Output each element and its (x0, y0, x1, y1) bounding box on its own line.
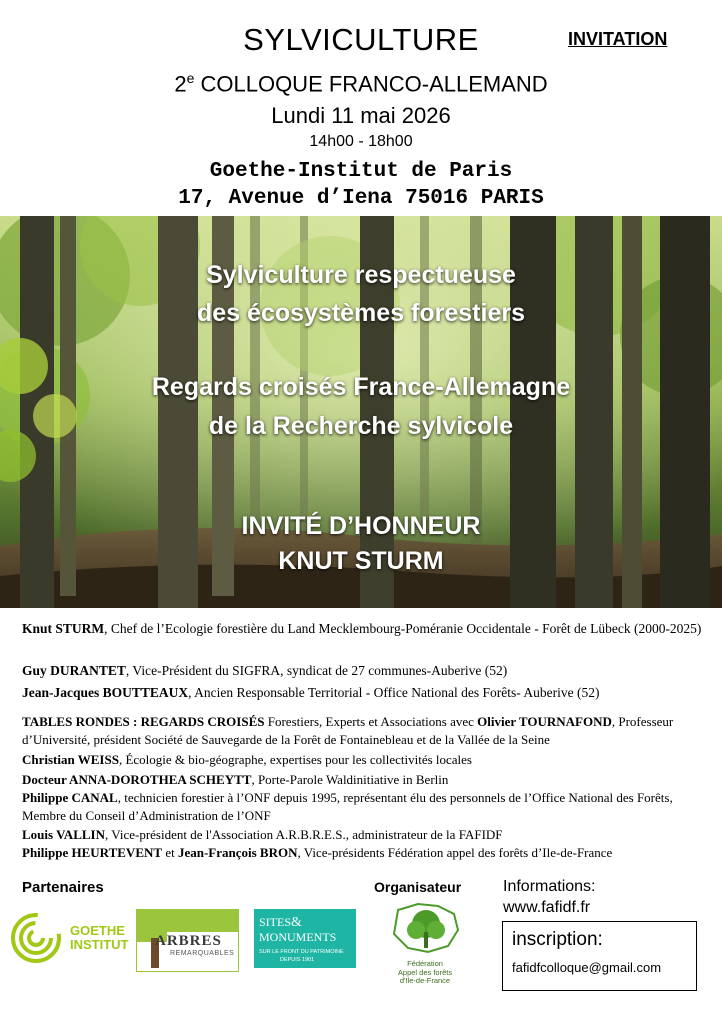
participant-desc: , Porte-Parole Waldinitiative in Berlin (251, 772, 449, 787)
sites-logo-tagline: SUR LE FRONT DU PATRIMOINE (259, 949, 344, 955)
participant-entry (22, 844, 706, 862)
speaker-entry (22, 620, 706, 638)
colloque-sup: e (186, 70, 195, 86)
event-venue: Goethe-Institut de Paris (209, 160, 513, 183)
participant-name: Philippe CANAL (22, 790, 118, 805)
sites-logo-since: DEPUIS 1901 (280, 957, 315, 963)
guest-of-honor-name: KNUT STURM (278, 547, 444, 575)
participant-entry (22, 771, 706, 789)
round-tables-text: Forestiers, Experts et Associations avec (264, 714, 478, 729)
goethe-logo-icon (10, 912, 66, 964)
speaker-name: Guy DURANTET (22, 663, 126, 678)
sites-logo-amp: & (291, 915, 302, 930)
sites-logo-line1: SITES (259, 915, 292, 929)
goethe-institut-logo (10, 912, 130, 964)
federation-logo-line1: Fédération (407, 959, 443, 968)
speaker-name: Jean-Jacques BOUTTEAUX (22, 685, 189, 700)
participant-name: Christian WEISS (22, 752, 119, 767)
theme-line-1: Sylviculture respectueuse (206, 261, 516, 289)
info-label: Informations: (503, 878, 596, 895)
partners-label: Partenaires (22, 879, 104, 896)
guest-of-honor-label: INVITÉ D’HONNEUR (241, 512, 481, 540)
speaker-entry (22, 662, 706, 680)
poster-title: SYLVICULTURE (243, 22, 479, 57)
inscription-label: inscription: (512, 929, 603, 950)
participant-entry (22, 789, 706, 824)
speaker-desc: , Chef de l’Ecologie forestière du Land Mecklembourg-Poméranie Occidentale - Forêt de Lübeck (2000-2025) (104, 621, 702, 636)
goethe-logo-line2: INSTITUT (70, 937, 129, 952)
participant-entry (22, 826, 706, 844)
federation-logo-line2: Appel des forêts (397, 967, 453, 977)
sites-logo-line2: MONUMENTS (259, 930, 337, 944)
participant-name: Philippe HEURTEVENT (22, 845, 163, 860)
website-link[interactable]: www.fafidf.fr (503, 899, 591, 916)
speaker-desc: , Ancien Responsable Territorial - Office National des Forêts- Auberive (52) (188, 685, 600, 700)
speaker-desc: , Vice-Président du SIGFRA, syndicat de 27 communes-Auberive (52) (125, 663, 508, 678)
arbres-remarquables-logo (136, 909, 239, 972)
colloque-number: 2 (174, 71, 187, 97)
participant-desc: , Professeur d’Université, président Société de Sauvegarde de la Forêt de Fontainebleau et de la Vallée de la Seine (22, 714, 674, 747)
participant-joiner: et (162, 845, 178, 860)
theme-line-2: des écosystèmes forestiers (197, 299, 525, 327)
inscription-box (502, 921, 697, 991)
participant-desc: , technicien forestier à l’ONF depuis 1995, représentant élu des personnels de l’Office National des Forêts, Membre du Conseil d’Administration de l’ONF (22, 790, 673, 823)
federation-logo (388, 900, 462, 988)
inscription-email[interactable]: fafidfcolloque@gmail.com (512, 960, 662, 975)
round-tables-label: TABLES RONDES : REGARDS CROISÉS (22, 714, 265, 729)
goethe-logo-line1: GOETHE (70, 923, 125, 938)
speaker-entry (22, 684, 706, 702)
participant-name: Olivier TOURNAFOND (477, 714, 612, 729)
round-tables-intro (22, 713, 706, 748)
participant-name: Docteur ANNA-DOROTHEA SCHEYTT (22, 772, 252, 787)
subtheme-line-1: Regards croisés France-Allemagne (151, 373, 571, 401)
speaker-name: Knut STURM (22, 621, 105, 636)
colloque-text: COLLOQUE FRANCO-ALLEMAND (194, 71, 548, 97)
participant-entry (22, 751, 706, 769)
participant-desc: , Vice-présidents Fédération appel des forêts d’Ile-de-France (297, 845, 613, 860)
subtheme-line-2: de la Recherche sylvicole (208, 412, 514, 440)
event-hours: 14h00 - 18h00 (309, 133, 413, 150)
organizer-label: Organisateur (374, 879, 462, 895)
arbres-logo-line1: ARBRES (155, 933, 222, 949)
event-address: 17, Avenue d’Iena 75016 PARIS (178, 187, 544, 210)
colloque-heading (0, 70, 722, 97)
federation-logo-line3: d'Ile-de-France (399, 976, 451, 985)
sites-monuments-logo (254, 909, 356, 968)
arbres-logo-line2: REMARQUABLES (170, 950, 235, 957)
forest-banner (0, 216, 722, 608)
participant-desc: , Écologie & bio-géographe, expertises pour les collectivités locales (118, 752, 472, 767)
participant-name: Louis VALLIN (22, 827, 105, 842)
event-date: Lundi 11 mai 2026 (271, 103, 451, 128)
participant-name: Jean-François BRON (177, 845, 298, 860)
invitation-label: INVITATION (568, 29, 668, 49)
federation-tree-icon (388, 900, 462, 958)
participant-desc: , Vice-président de l'Association A.R.B.R.E.S., administrateur de la FAFIDF (104, 827, 503, 842)
